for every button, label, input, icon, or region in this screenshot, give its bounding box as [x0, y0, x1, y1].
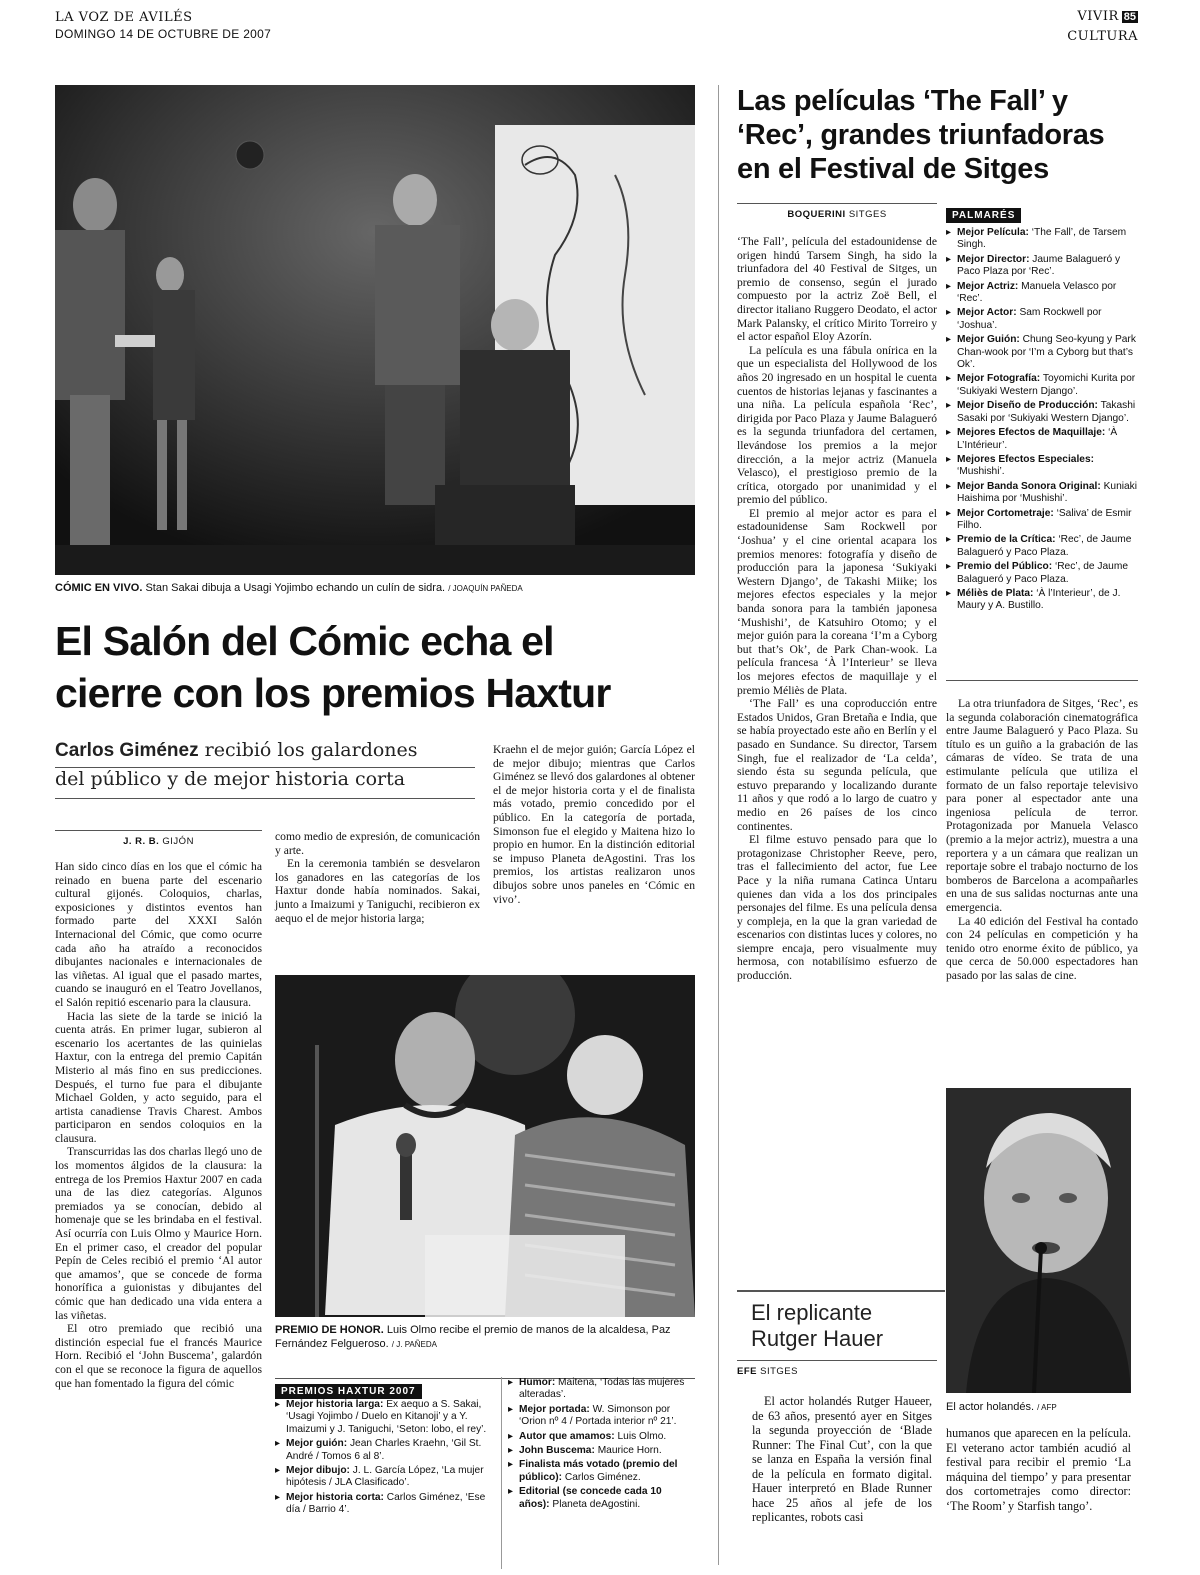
paragraph: ‘The Fall’, película del estadounidense de origen hindú Tarsem Singh, ha sido la triunfadora del 40 Festival de Sitges, un premio de consenso, según el jurado compuesto por la actriz Zoë Bell, el director italiano Ruggero Deodato, el actor Mark Palansky, el crítico Mirito Torreiro y el actor español Eloy Azorín. — [737, 235, 937, 344]
sitges-headline — [737, 84, 1104, 186]
paragraph: La película es una fábula onírica en la que un especialista del Hollywood de los años 20 ingresado en un hospital le cuenta cuentos de historias lejanas y fascinantes a una niña. La película española ‘Rec’, dirigida por Paco Plaza y Jaume Balagueró es la segunda triunfadora del certamen, llevándose los premios a la mejor dirección, a la mejor actriz (Manuela Velasco), el prestigioso premio de la crítica, otorgado por unanimidad y el premio del público. — [737, 343, 937, 507]
award-item: ▸ Mejor historia corta: Carlos Giménez, ‘Ese día / Barrio 4’. — [275, 1492, 493, 1517]
paragraph: Han sido cinco días en los que el cómic ha reinado en buena parte del escenario cultural gijonés. Coloquios, charlas, exposiciones y distintos eventos han formado parte del XXXI Salón Internacional del Cómic, que como ocurre cada año ha atraído a reconocidos dibujantes nacionales e internacionales de las viñetas. Al igual que el pasado martes, cuando se inauguró en el Teatro Jovellanos, el Salón repitió escenario para la clausura. — [55, 860, 262, 1009]
award-item: ▸ Mejor Director: Jaume Balagueró y Paco Plaza por ‘Rec’. — [946, 254, 1138, 279]
hauer-body-col1 — [752, 1394, 932, 1525]
comic-body-col3 — [493, 743, 695, 906]
palmares-list — [946, 227, 1138, 613]
rutger-hauer-photo — [946, 1088, 1131, 1393]
award-item: ▸ Mejor Banda Sonora Original: Kuniaki Haishima por ‘Mushishi’. — [946, 481, 1138, 506]
paragraph: El actor holandés Rutger Haueer, de 63 años, presentó ayer en Sitges la segunda proyección de ‘Blade Runner: The Final Cut’, con la que se lanza en España la versión final de la película en formato digital. Hauer interpretó en Blade Runner hace 25 años al jefe de los replicantes, robots casi — [752, 1394, 932, 1524]
award-item: ▸ Mejores Efectos de Maquillaje: ‘À L’Intérieur’. — [946, 427, 1138, 452]
award-item: ▸ Mejor dibujo: J. L. García López, ‘La mujer hipótesis / JLA Clasificado’. — [275, 1465, 493, 1490]
hauer-body-col2 — [946, 1426, 1131, 1513]
comic-live-photo — [55, 85, 695, 575]
page-number: 85 — [1123, 10, 1136, 23]
award-item: ▸ Mejores Efectos Especiales: ‘Mushishi’. — [946, 454, 1138, 479]
subhead-name: Carlos Giménez — [55, 740, 199, 761]
hauer-headline-line2: Rutger Hauer — [751, 1326, 884, 1351]
award-item: ▸ Autor que amamos: Luis Olmo. — [508, 1431, 695, 1443]
paragraph: La otra triunfadora de Sitges, ‘Rec’, es la segunda colaboración cinematográfica entre Jaume Balagueró y Paco Plaza. Su título es un guiño a la grabación de las cámaras de vídeo. Se trata de una estimulante película que utiliza el formato de un falso reportaje televisivo para poner al espectador ante una ingeniosa película de terror. Protagonizada por Manuela Velasco (premio a la mejor actriz), muestra a una reportera y a un cámara que realizan un reportaje sobre el trabajo nocturno de los bomberos de Barcelona a acompañarles en una de sus salidas nocturnas ante una emergencia. — [946, 697, 1138, 914]
haxtur-title: PREMIOS HAXTUR 2007 — [275, 1384, 422, 1399]
comic-body-col2 — [275, 830, 480, 925]
paragraph: ‘The Fall’ es una coproducción entre Estados Unidos, Gran Bretaña e India, que se había proyectado este año en Berlín y el pasado en Sundance. Su director, Tarsem Singh, fue el realizador de ‘La celda’, siendo ésta su segunda película, que estuvo preparando y localizando durante 11 años y que rodó a lo largo de cuatro y medio en 26 países de los cinco continentes. — [737, 697, 937, 833]
sitges-headline-line1: Las películas ‘The Fall’ y — [737, 85, 1068, 117]
paragraph: La 40 edición del Festival ha contado con 24 películas en competición y ha tenido otro enorme éxito de público, ya que cerca de 50.000 espectadores han pasado por las salas de cine. — [946, 914, 1138, 982]
photo3-caption-text: El actor holandés. — [946, 1401, 1035, 1413]
paragraph: como medio de expresión, de comunicación y arte. — [275, 830, 480, 857]
byline-place: GIJÓN — [162, 836, 194, 847]
award-item: ▸ Mejor Actor: Sam Rockwell por ‘Joshua’. — [946, 307, 1138, 332]
page-label — [1077, 9, 1138, 24]
award-item: ▸ Finalista más votado (premio del público): Carlos Giménez. — [508, 1459, 695, 1484]
paragraph: Transcurridas las dos charlas llegó uno de los momentos álgidos de la clausura: la entrega de los Premios Haxtur 2007 en cada una de las diez categorías. Algunos premiados ya se conocían, debido al homenaje que se les brindaba en el festival. Así ocurría con Luis Olmo y Maurice Horn. En el primer caso, el creador del popular Pepín de Celes recibió el premio ‘Al autor que amamos’, que se concede de forma honorífica a guionistas y dibujantes del cómic que han dedicado una vida entera a las viñetas. — [55, 1145, 262, 1322]
award-item: ▸ Mejor Cortometraje: ‘Saliva’ de Esmir Filho. — [946, 508, 1138, 533]
award-item: ▸ Méliès de Plata: ‘À l’Interieur’, de J. Maury y A. Bustillo. — [946, 588, 1138, 613]
haxtur-awards-box — [275, 1378, 695, 1570]
award-item: ▸ Mejor Guión: Chung Seo-kyung y Park Chan-wook por ‘I’m a Cyborg but that’s Ok’. — [946, 334, 1138, 371]
photo1-caption — [55, 581, 695, 596]
paragraph: El otro premiado que recibió una distinción especial fue el francés Maurice Horn. Recibió el ‘John Buscema’, galardón con el que se reconoce la figura de aquellos que han fomentado la figura del cómic — [55, 1322, 262, 1390]
award-item: ▸ Mejor Película: ‘The Fall’, de Tarsem Singh. — [946, 227, 1138, 252]
byline-author: BOQUERINI — [787, 209, 846, 220]
photo2-caption-text: Luis Olmo recibe el premio de manos de la alcaldesa, Paz Fernández Felgueroso. — [275, 1324, 671, 1350]
photo2-caption-label: PREMIO DE HONOR. — [275, 1324, 384, 1336]
award-item: ▸ Mejor Diseño de Producción: Takashi Sasaki por ‘Sukiyaki Western Django’. — [946, 400, 1138, 425]
palmares-title: PALMARÉS — [946, 208, 1021, 223]
award-item: ▸ Editorial (se concede cada 10 años): Planeta deAgostini. — [508, 1486, 695, 1511]
photo1-credit: / JOAQUÍN PAÑEDA — [448, 584, 523, 593]
sitges-headline-line3: en el Festival de Sitges — [737, 153, 1049, 185]
award-item: ▸ Premio del Público: ‘Rec’, de Jaume Balagueró y Paco Plaza. — [946, 561, 1138, 586]
award-item: ▸ Mejor historia larga: Ex aequo a S. Sakai, ‘Usagi Yojimbo / Duelo en Kitanoji’ y a Y. Imaizumi y J. Taniguchi, ‘Seton: lobo, el rey’. — [275, 1399, 493, 1436]
honor-award-photo — [275, 975, 695, 1317]
photo3-caption — [946, 1400, 1131, 1415]
comic-headline-line1: El Salón del Cómic echa el — [55, 618, 554, 664]
award-item: ▸ Humor: Maitena, ‘Todas las mujeres alteradas’. — [508, 1377, 695, 1402]
sitges-body-col1 — [737, 235, 937, 983]
comic-body-col1 — [55, 860, 262, 1390]
byline-author: J. R. B. — [123, 836, 160, 847]
hauer-byline — [737, 1360, 937, 1377]
comic-headline — [55, 615, 611, 719]
haxtur-list-col1 — [275, 1399, 493, 1519]
issue-date: DOMINGO 14 DE OCTUBRE DE 2007 — [55, 27, 272, 41]
comic-subhead — [55, 736, 475, 793]
photo1-caption-text: Stan Sakai dibuja a Usagi Yojimbo echando un culín de sidra. — [145, 582, 446, 594]
haxtur-list-col2 — [501, 1377, 695, 1569]
photo1-caption-label: CÓMIC EN VIVO. — [55, 582, 143, 594]
sitges-headline-line2: ‘Rec’, grandes triunfadoras — [737, 119, 1105, 151]
subsection-name: CULTURA — [1067, 29, 1138, 44]
sitges-byline — [737, 203, 937, 220]
paragraph: El premio al mejor actor es para el estadounidense Sam Rockwell por ‘Joshua’ y el cine oriental acapara los premios menores: fotografía y diseño de producción para la japonesa ‘Sukiyaki Western Django’, de Takashi Miike; los mejores efectos especiales y la mejor banda sonora para la también japonesa ‘Mushishi’, de Katsuhiro Otomo; y el mejor guión para la coreana ‘I’m a Cyborg but that’s Ok’, de Park Chan-wook. La película francesa ‘À l’Interieur’ se lleva los mejores efectos de maquillaje y el premio Méliès de Plata. — [737, 506, 937, 697]
award-item: ▸ Mejor Actriz: Manuela Velasco por ‘Rec’. — [946, 281, 1138, 306]
paragraph: humanos que aparecen en la película. El veterano actor también acudió al festival para recibir el premio ‘La máquina del tiempo’ y para presentar dos cortometrajes como director: ‘The Room’ y Starfish tango’. — [946, 1426, 1131, 1513]
paragraph: Kraehn el de mejor guión; García López el de mejor dibujo; mientras que Carlos Giménez se llevó dos galardones al obtener el de mejor historia corta y el de finalista más votado, premio concedido por el público. En la categoría de portada, Simonson fue el elegido y Maitena hizo lo propio en humor. En la distinción editorial se impuso Planeta deAgostini. Tras los premios, los artistas realizaron unos dibujos sobre unos paneles en ‘Cómic en vivo’. — [493, 743, 695, 906]
masthead: LA VOZ DE AVILÉS — [55, 10, 193, 25]
palmares-box — [946, 203, 1138, 681]
award-item: ▸ Mejor guión: Jean Charles Kraehn, ‘Gil St. André / Tomos 6 al 8’. — [275, 1438, 493, 1463]
award-item: ▸ Premio de la Crítica: ‘Rec’, de Jaume Balagueró y Paco Plaza. — [946, 534, 1138, 559]
comic-headline-line2: cierre con los premios Haxtur — [55, 670, 611, 716]
award-item: ▸ Mejor portada: W. Simonson por ‘Orion nº 4 / Portada interior nº 21’. — [508, 1404, 695, 1429]
section-name: VIVIR — [1077, 9, 1119, 24]
subhead-text-2: del público y de mejor historia corta — [55, 768, 406, 790]
hauer-headline-line1: El replicante — [751, 1300, 873, 1325]
byline-place: SITGES — [760, 1366, 798, 1377]
award-item: ▸ John Buscema: Maurice Horn. — [508, 1445, 695, 1457]
comic-byline — [55, 830, 262, 847]
byline-place: SITGES — [848, 209, 887, 220]
paragraph: En la ceremonia también se desvelaron los ganadores en las categorías de los Haxtur donde había nominados. Sakai, junto a Imaizumi y Taniguchi, recibieron ex aequo el de mejor historia larga; — [275, 857, 480, 925]
hauer-headline — [737, 1300, 945, 1352]
award-item: ▸ Mejor Fotografía: Toyomichi Kurita por ‘Sukiyaki Western Django’. — [946, 373, 1138, 398]
photo2-caption — [275, 1323, 695, 1352]
subhead-text-1: recibió los galardones — [198, 739, 418, 761]
photo2-credit: / J. PAÑEDA — [391, 1340, 437, 1349]
paragraph: Hacia las siete de la tarde se inició la cuenta atrás. En primer lugar, subieron al escenario los acertantes de las quinielas Haxtur, con la entrega del premio Capitán Misterio al más fino en sus predicciones. Después, el turno fue para el dibujante Michael Golden, y acto seguido, para el artista canadiense Travis Charest. Ambos participaron en sendos coloquios en la clausura. — [55, 1009, 262, 1145]
sitges-body-col2 — [946, 697, 1138, 982]
photo3-credit: / AFP — [1037, 1403, 1057, 1412]
paragraph: El filme estuvo pensado para que lo protagonizase Christopher Reeve, pero, tras el fallecimiento del actor, fue Lee Pace y la niña rumana Catinca Untaru quienes dan vida a los dos principales personajes del filme. Es una película densa y compleja, en la que la gran variedad de escenarios con distintas luces y colores, no siempre encaja, pero visualmente muy hermosa, con notabilísimo esfuerzo de producción. — [737, 833, 937, 983]
byline-author: EFE — [737, 1366, 757, 1377]
